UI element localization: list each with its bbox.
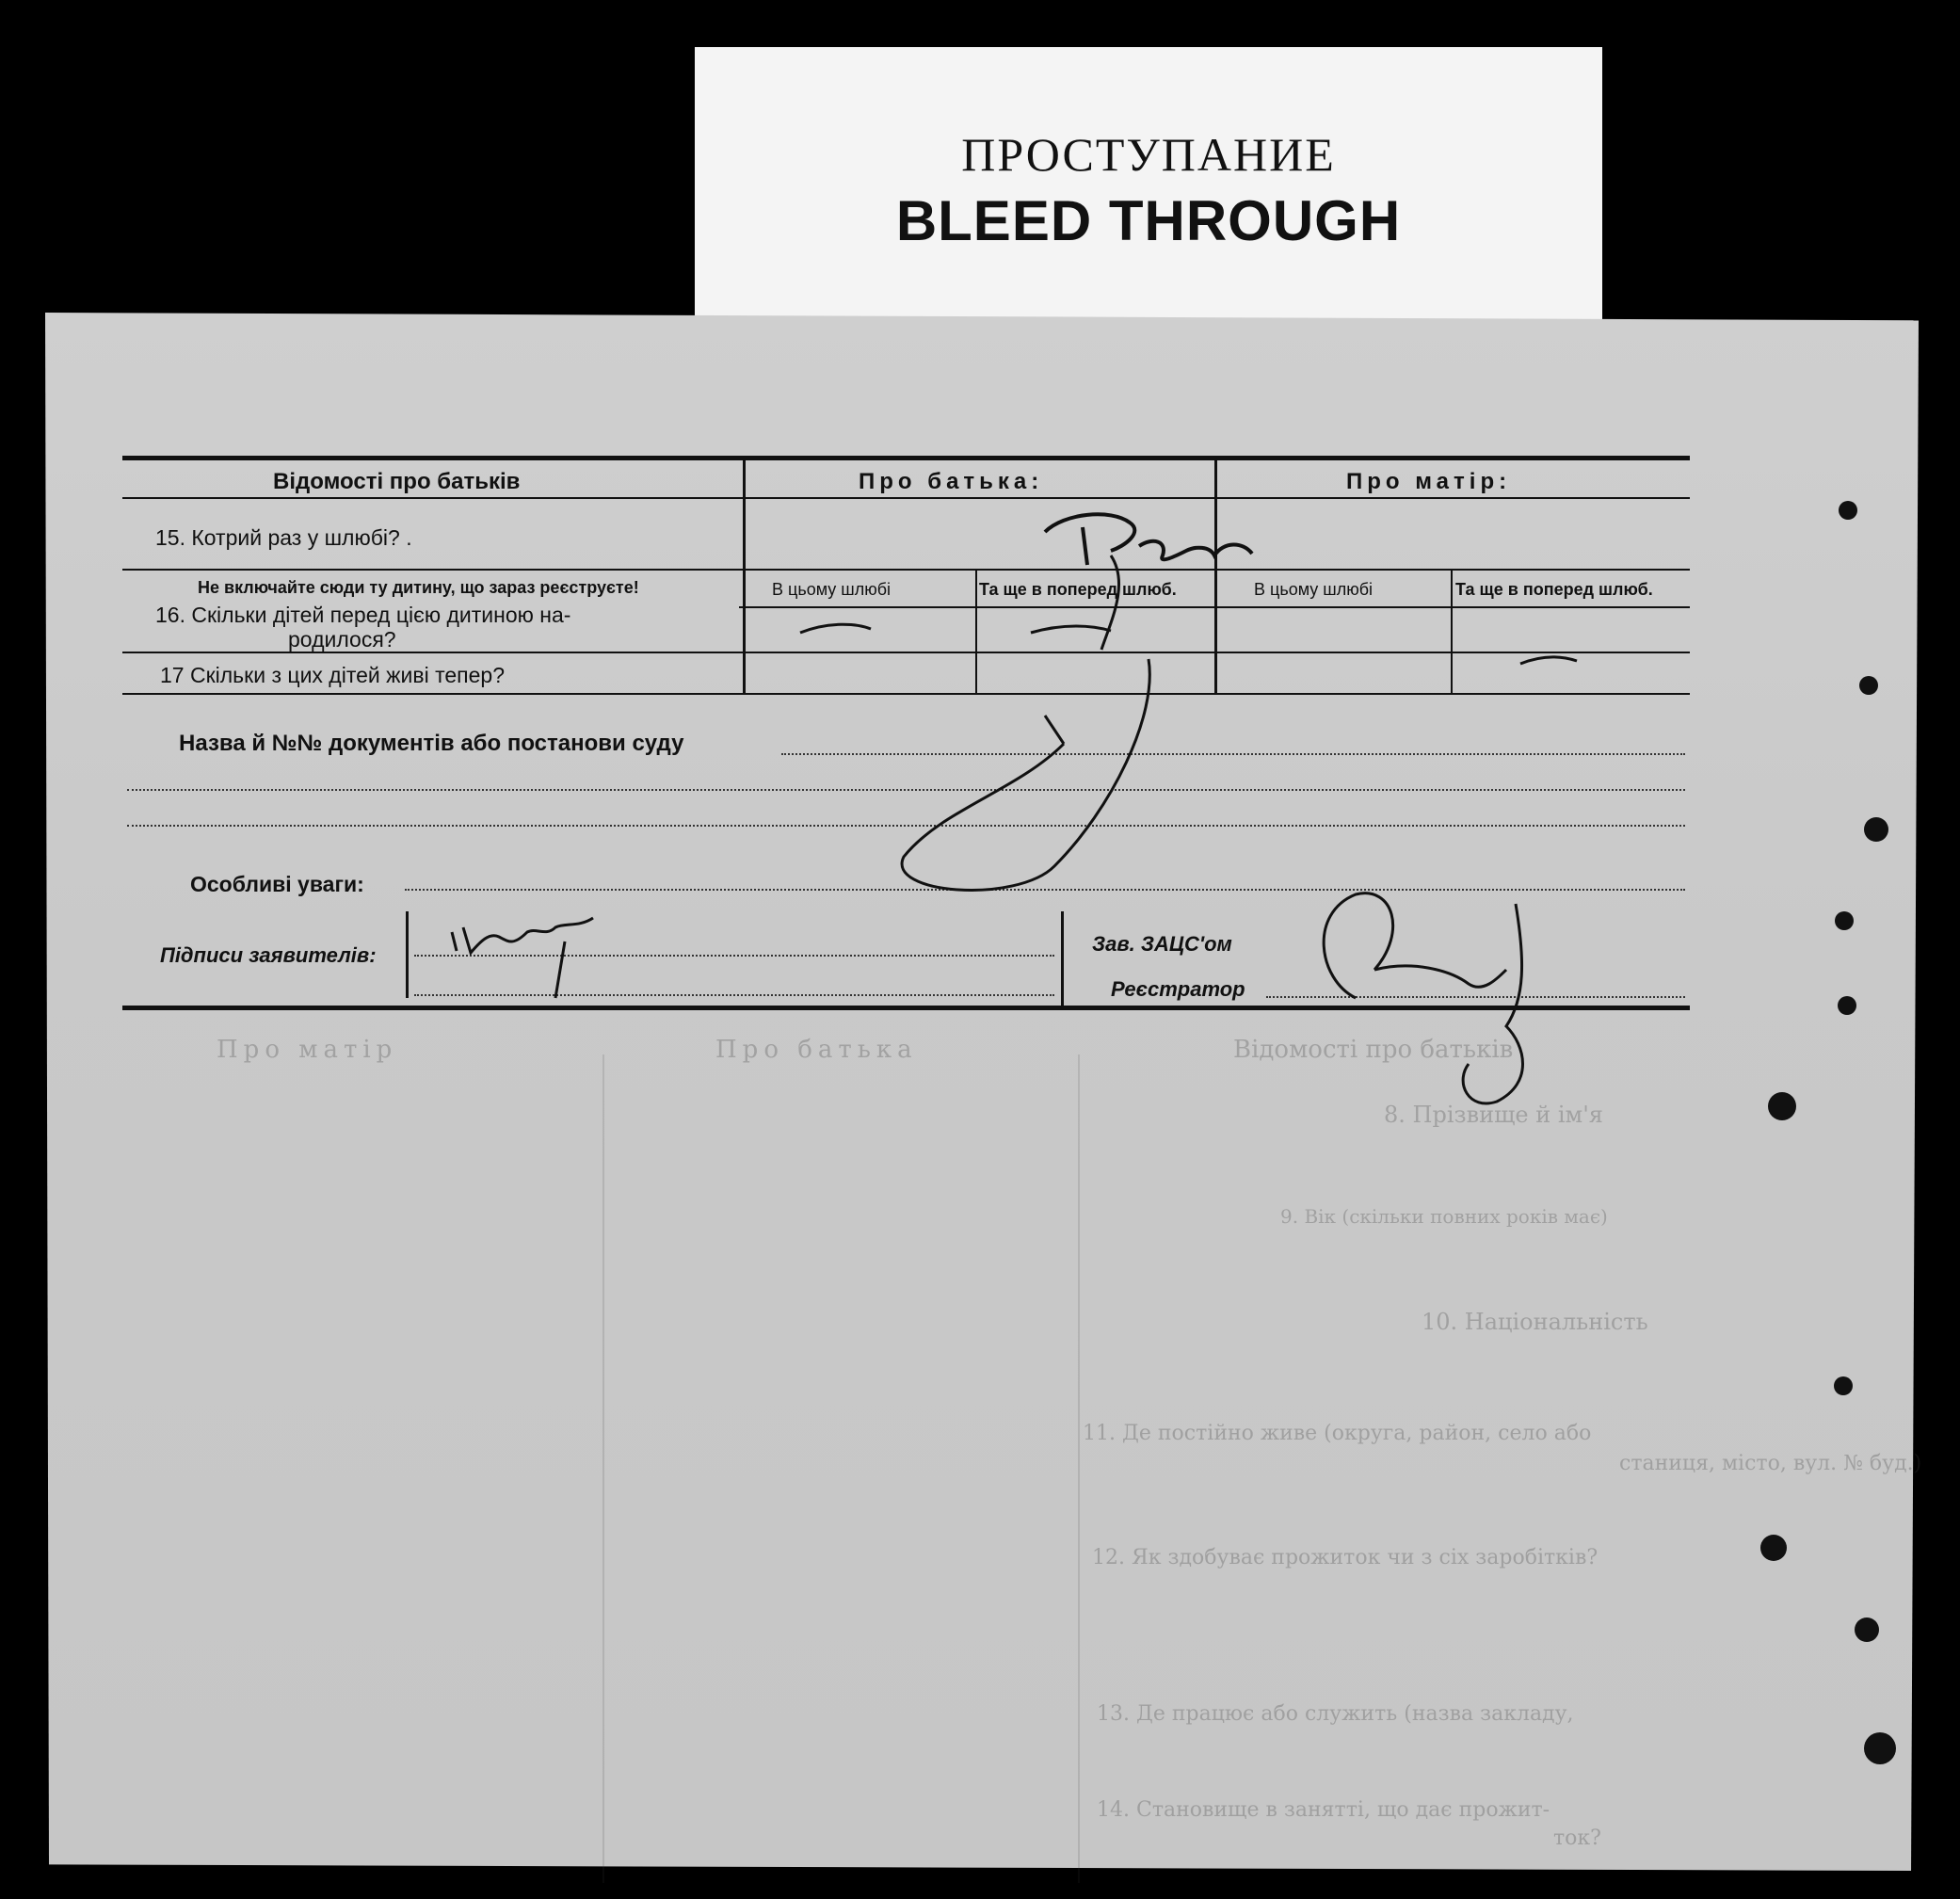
- documents-label: Назва й №№ документів або постанови суду: [179, 731, 684, 756]
- father-this-marriage-header: В цьому шлюбі: [772, 580, 892, 599]
- question-16-line2: родилося?: [288, 627, 396, 652]
- bleed-line: ток?: [1553, 1827, 1601, 1850]
- mother-prev-marriage-header: Та ще в поперед шлюб.: [1455, 580, 1653, 599]
- question-15: 15. Котрий раз у шлюбі? .: [155, 525, 412, 550]
- bleed-line: 8. Прізвище й ім'я: [1384, 1102, 1603, 1128]
- handwritten-answer-text: [1050, 520, 1206, 563]
- signatures-label: Підписи заявителів:: [160, 943, 377, 967]
- question-17: 17 Скільки з цих дітей живі тепер?: [160, 663, 505, 687]
- bleed-line: 10. Національність: [1422, 1309, 1648, 1335]
- section-header: Відомості про батьків: [273, 469, 521, 494]
- registrar-label: Реєстратор: [1111, 977, 1245, 1001]
- bleed-line: 11. Де постійно живе (округа, район, село або: [1083, 1422, 1592, 1445]
- notice-line-ru: ПРОСТУПАНИЕ: [961, 128, 1336, 181]
- bleed-line: Про батька: [715, 1036, 918, 1064]
- bleed-line: 12. Як здобуває прожиток чи з сіх заробітків?: [1092, 1546, 1599, 1569]
- bleed-line: станиця, місто, вул. № буд.): [1619, 1452, 1922, 1475]
- bleed-line: 14. Становище в занятті, що дає прожит-: [1097, 1798, 1550, 1822]
- question-16-line1: 16. Скільки дітей перед цією дитиною на-: [155, 603, 571, 627]
- bleed-line: Відомості про батьків: [1233, 1036, 1514, 1064]
- head-of-registry-label: Зав. ЗАЦС'ом: [1092, 932, 1232, 956]
- mother-this-marriage-header: В цьому шлюбі: [1254, 580, 1374, 599]
- column-mother-header: Про матір:: [1346, 469, 1512, 494]
- bleed-line: Про матір: [217, 1036, 398, 1064]
- father-prev-marriage-header: Та ще в поперед шлюб.: [979, 580, 1177, 599]
- remarks-label: Особливі уваги:: [190, 872, 364, 896]
- question-16-note: Не включайте сюди ту дитину, що зараз реєструєте!: [198, 578, 639, 597]
- bleed-line: 13. Де працює або служить (назва закладу,: [1097, 1702, 1574, 1726]
- column-father-header: Про батька:: [859, 469, 1044, 494]
- bleed-line: 9. Вік (скільки повних років має): [1280, 1205, 1608, 1228]
- applicant-signature-text: [452, 921, 577, 954]
- notice-line-en: BLEED THROUGH: [895, 189, 1402, 252]
